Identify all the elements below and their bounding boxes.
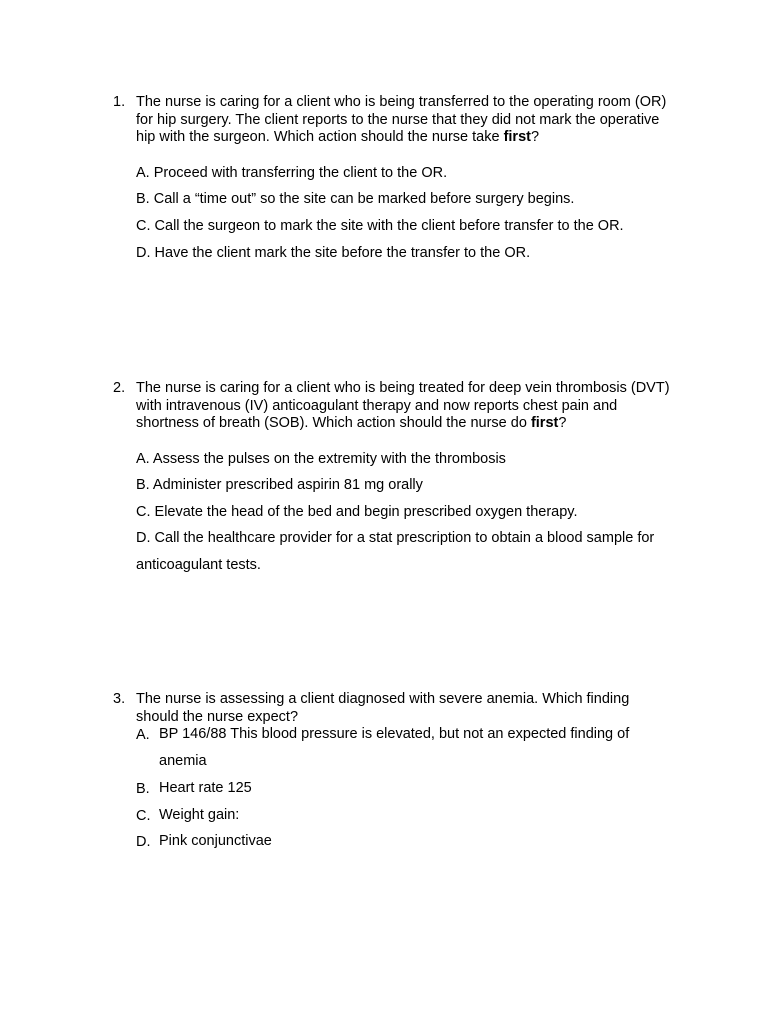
stem-emphasis: first — [503, 129, 531, 146]
choice-d: D. Have the client mark the site before the transfer to the OR. — [136, 245, 531, 261]
choice-c-letter: C. — [136, 808, 151, 824]
choice-b: B. Call a “time out” so the site can be marked before surgery begins. — [136, 191, 575, 207]
choice-d: D. Call the healthcare provider for a stat prescription to obtain a blood sample for anticoagulant tests. — [136, 530, 655, 573]
choice-a-letter: A. — [136, 727, 150, 743]
stem-emphasis: first — [530, 415, 559, 432]
question-number: 3. — [113, 691, 126, 707]
choice-b-letter: B. — [136, 781, 150, 797]
stem-text: The nurse is caring for a client who is being transferred to the operating room (OR) for hip surgery. The client reports to the nurse that they did not mark the operative hip with the surgeon. Which action should the nurse take — [136, 94, 667, 146]
question-stem — [136, 94, 676, 147]
choice-c-text: Weight gain: — [159, 807, 240, 823]
question-stem: The nurse is assessing a client diagnosed with severe anemia. Which finding should the nurse expect? — [136, 691, 630, 725]
choice-b: B. Administer prescribed aspirin 81 mg orally — [136, 477, 423, 493]
question-stem — [136, 380, 676, 433]
choice-c: C. Call the surgeon to mark the site with the client before transfer to the OR. — [136, 218, 624, 234]
stem-punctuation: ? — [558, 415, 567, 432]
choice-a-text: BP 146/88 This blood pressure is elevated, but not an expected finding of anemia — [159, 726, 630, 769]
choice-d-letter: D. — [136, 834, 151, 850]
choice-b-text: Heart rate 125 — [159, 780, 252, 796]
stem-punctuation: ? — [530, 129, 540, 146]
stem-text: The nurse is caring for a client who is being treated for deep vein thrombosis (DVT) with intravenous (IV) anticoagulant therapy and now reports chest pain and shortness of breath (SOB). Which action should the nurse do — [136, 380, 670, 432]
choice-d-text: Pink conjunctivae — [159, 833, 272, 849]
question-number: 2. — [113, 380, 126, 396]
choice-a: A. Proceed with transferring the client to the OR. — [136, 165, 448, 181]
question-number: 1. — [113, 94, 126, 110]
choice-c: C. Elevate the head of the bed and begin prescribed oxygen therapy. — [136, 504, 578, 520]
choice-a: A. Assess the pulses on the extremity with the thrombosis — [136, 451, 506, 467]
